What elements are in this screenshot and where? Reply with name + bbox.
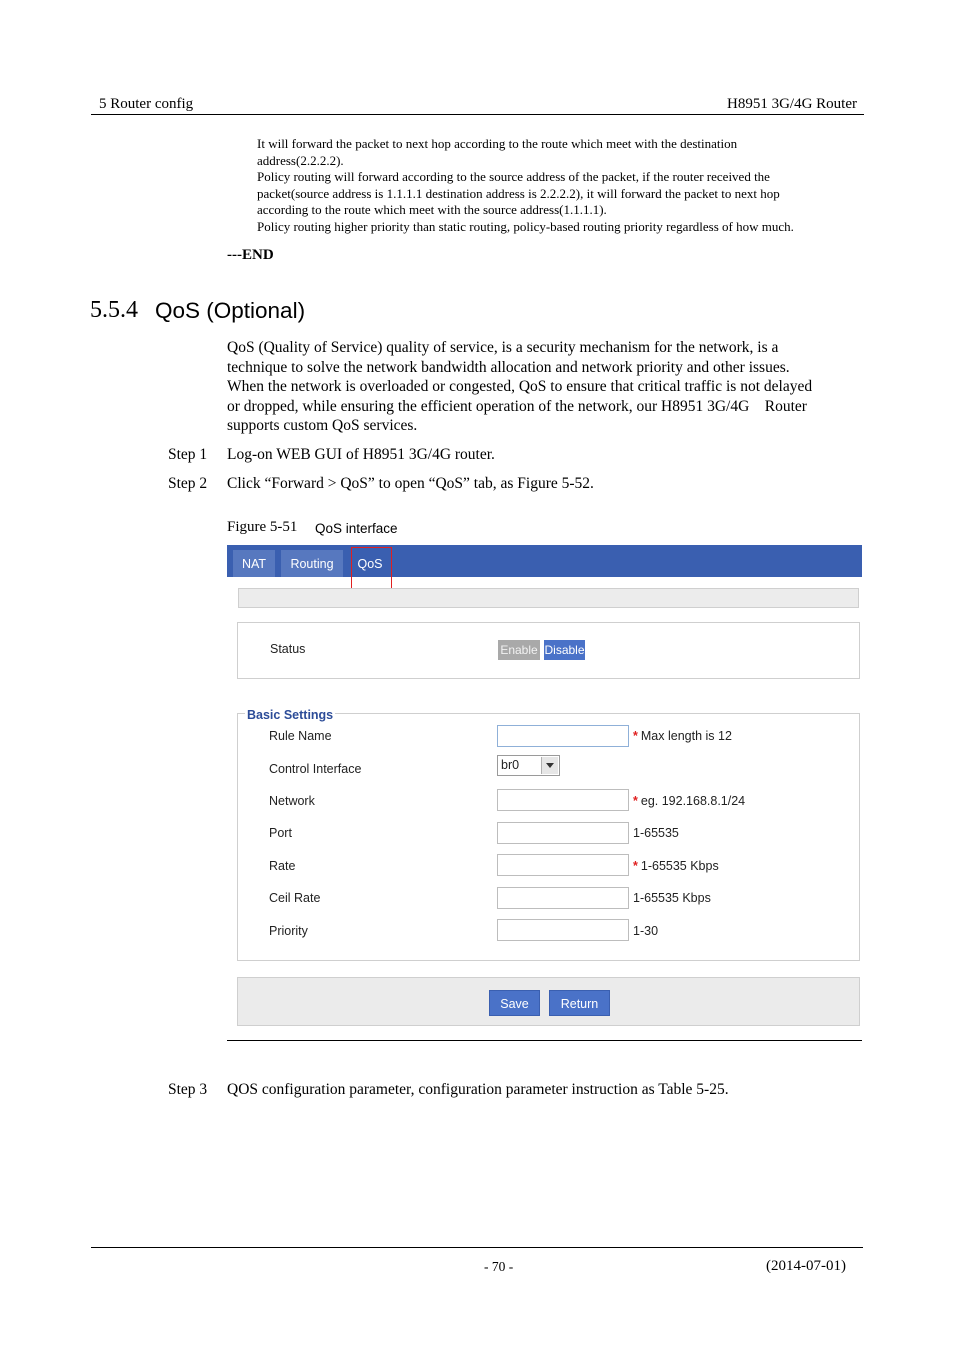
priority-hint: 1-30	[633, 924, 659, 938]
control-interface-select[interactable]	[497, 755, 560, 776]
note-line: packet(source address is 1.1.1.1 destination address is 2.2.2.2), it will forward the packet to next hop	[257, 185, 780, 201]
end-marker: ---END	[227, 247, 274, 263]
control-interface-label: Control Interface	[269, 762, 362, 776]
note-line: It will forward the packet to next hop according to the route which meet with the destination	[257, 136, 738, 151]
header-rule	[91, 114, 864, 115]
intro-paragraph	[227, 338, 867, 436]
tab-bar	[227, 545, 862, 577]
port-label: Port	[269, 826, 292, 840]
port-hint: 1-65535	[633, 826, 679, 840]
required-mark: *	[633, 729, 638, 743]
section-title: QoS (Optional)	[155, 298, 306, 323]
note-line: Policy routing higher priority than static routing, policy-based routing priority regardless of how much.	[257, 218, 794, 234]
page-number: - 70 -	[484, 1259, 514, 1274]
rate-label: Rate	[269, 859, 296, 873]
header-product: H8951 3G/4G Router	[727, 96, 857, 112]
enable-button[interactable]: Enable	[498, 640, 540, 660]
rate-input[interactable]	[497, 854, 629, 876]
save-button[interactable]: Save	[489, 990, 540, 1016]
required-mark: *	[633, 794, 638, 808]
priority-input[interactable]	[497, 919, 629, 941]
tab-nat[interactable]: NAT	[233, 550, 275, 577]
basic-settings-legend: Basic Settings	[247, 708, 334, 722]
note-block	[257, 136, 857, 236]
step-2-label: Step 2	[168, 475, 208, 492]
note-line: Policy routing will forward according to the source address of the packet, if the router received the	[257, 169, 770, 185]
intro-line: technique to solve the network bandwidth allocation and network priority and other issues.	[227, 358, 790, 376]
ceil-rate-hint: 1-65535 Kbps	[633, 891, 711, 905]
intro-line: QoS (Quality of Service) quality of service, is a security mechanism for the network, is a	[227, 339, 779, 356]
info-bar	[238, 588, 859, 608]
step-1-label: Step 1	[168, 446, 208, 463]
rate-hint	[633, 859, 719, 873]
note-line: address(2.2.2.2).	[257, 152, 344, 168]
tab-routing[interactable]: Routing	[281, 550, 343, 577]
network-hint	[633, 794, 745, 808]
step-1-text: Log-on WEB GUI of H8951 3G/4G router.	[227, 446, 495, 463]
rule-name-input[interactable]	[497, 725, 629, 747]
chevron-down-icon[interactable]	[541, 757, 558, 774]
rate-hint-text: 1-65535 Kbps	[640, 859, 719, 873]
footer-rule	[91, 1247, 863, 1248]
step-3-text: QOS configuration parameter, configuration parameter instruction as Table 5-25.	[227, 1081, 729, 1098]
header-chapter: 5 Router config	[99, 96, 194, 112]
return-button[interactable]: Return	[549, 990, 610, 1016]
disable-button[interactable]: Disable	[544, 640, 585, 660]
control-interface-value: br0	[501, 758, 520, 772]
network-hint-text: eg. 192.168.8.1/24	[640, 794, 746, 808]
rule-name-label: Rule Name	[269, 729, 332, 743]
intro-line: When the network is overloaded or congested, QoS to ensure that critical traffic is not delayed	[227, 378, 813, 396]
footer-date: (2014-07-01)	[766, 1258, 846, 1274]
ceil-rate-label: Ceil Rate	[269, 891, 321, 905]
network-input[interactable]	[497, 789, 629, 811]
ceil-rate-input[interactable]	[497, 887, 629, 909]
qos-tab-highlight	[351, 547, 392, 592]
priority-label: Priority	[269, 924, 308, 938]
step-3-label: Step 3	[168, 1081, 208, 1098]
figure-rule	[227, 1040, 862, 1041]
note-line: according to the route which meet with the source address(1.1.1.1).	[257, 202, 607, 218]
qos-interface-screenshot	[227, 545, 862, 1030]
figure-caption: QoS interface	[315, 521, 398, 536]
rule-name-hint-text: Max length is 12	[640, 729, 732, 743]
port-input[interactable]	[497, 822, 629, 844]
step-2-text: Click “Forward > QoS” to open “QoS” tab, as Figure 5-52.	[227, 475, 594, 492]
status-label: Status	[270, 642, 306, 656]
section-number: 5.5.4	[90, 297, 138, 323]
intro-line: or dropped, while ensuring the efficient operation of the network, our H8951 3G/4G Router	[227, 397, 807, 415]
required-mark: *	[633, 859, 638, 873]
rule-name-hint	[633, 729, 732, 743]
tab-qos[interactable]: QoS	[350, 550, 390, 577]
network-label: Network	[269, 794, 315, 808]
figure-label: Figure 5-51	[227, 519, 298, 535]
intro-line: supports custom QoS services.	[227, 417, 418, 435]
status-box	[237, 622, 860, 679]
action-bar	[237, 977, 860, 1026]
